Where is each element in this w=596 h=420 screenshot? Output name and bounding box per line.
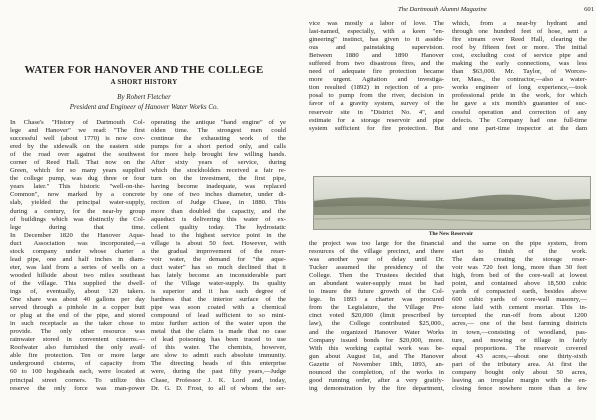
text-line: posal to pump from the river, decision in xyxy=(309,92,444,100)
text-line: Chase, Professor J. K. Lord and, today, xyxy=(151,376,286,384)
text-line: 600 cubic yards of core-wall masonry,— xyxy=(452,296,587,304)
text-line: professional pride in the work, for which xyxy=(452,92,587,100)
text-line: Company issued bonds for $20,000, more. xyxy=(309,336,444,344)
article-subtitle: A SHORT HISTORY xyxy=(110,79,178,86)
text-line: metal that the claim is made that no case xyxy=(151,328,286,336)
text-line: pipe was soon coated with a chemical xyxy=(151,304,286,312)
text-line: reserve the only force was man-power xyxy=(10,384,145,392)
text-line: an abundant water-supply must be had xyxy=(309,280,444,288)
text-line: high, from bed of the core-wall at lowest xyxy=(452,272,587,280)
text-column-5 xyxy=(309,240,444,418)
text-line: reservoir site in "District No. 4", and xyxy=(309,108,444,116)
figure-caption: The New Reservoir xyxy=(428,231,474,237)
text-line: able fire protection. Ten or more large xyxy=(10,352,145,360)
text-line: Dr. G. D. Frost, to all of whom the ser- xyxy=(151,384,286,392)
text-line: compound of lead sufficient to so mini- xyxy=(151,312,286,320)
text-line: 60 to 100 hogsheads each, were located at xyxy=(10,368,145,376)
text-line: in such receptacle as the taker chose to xyxy=(10,320,145,328)
text-line: and the organized Hanover Water Works xyxy=(309,328,444,336)
text-line: system sufficient for fire protection. But xyxy=(309,124,444,132)
text-line: Common", now marked by a concrete xyxy=(10,191,145,199)
text-line: corner of Reed Hall. That now on the xyxy=(10,159,145,167)
text-line: cellent quality today. The hydrostatic xyxy=(151,223,286,231)
text-line: the project was too large for the financial xyxy=(309,240,444,247)
text-line: eter, was laid from a series of wells on a xyxy=(10,263,145,271)
text-line: successful well (about 1770) is now cov- xyxy=(10,135,145,143)
text-line: by one of two inches diameter, under di- xyxy=(151,191,286,199)
text-line: which, from a near-by hydrant and xyxy=(452,20,587,27)
text-line: tercepted the run-off from about 1200 xyxy=(452,312,587,320)
text-line: of lead poisoning has been traced to use xyxy=(151,336,286,344)
text-line: duct Association was incorporated,—a xyxy=(10,239,145,247)
text-line: to insure the future growth of the Col- xyxy=(309,288,444,296)
text-line: suffered from two disastrous fires, and the xyxy=(309,60,444,68)
text-line: Roofwater also furnished the only avail- xyxy=(10,344,145,352)
text-line: operating the antique "hand engine" of ye xyxy=(151,119,286,126)
text-line: resources of the village precinct, and there xyxy=(309,248,444,256)
text-line: and the same on the pipe system, from xyxy=(452,240,587,247)
text-line: ture, and mowing or tillage in fairly xyxy=(452,336,587,344)
text-line: having become inadequate, was replaced xyxy=(151,183,286,191)
text-line: duct water" has so much declined that it xyxy=(151,263,286,271)
text-line: he gave a six month's guarantee of suc- xyxy=(452,100,587,108)
text-line: vice was mostly a labor of love. The xyxy=(309,20,444,27)
text-line: ous and painstaking supervision. xyxy=(309,44,444,52)
text-line: stock company under whose charter a xyxy=(10,247,145,255)
text-line: during a century, for the near-by group xyxy=(10,207,145,215)
text-line: lege during that time. xyxy=(10,223,145,231)
text-line: With this working capital work was be- xyxy=(309,344,444,352)
text-line: cinct voted $20,000 (limit prescribed by xyxy=(309,312,444,320)
text-line: yards of compacted earth, besides above xyxy=(452,288,587,296)
text-line: last-named, especially, with a keen "en- xyxy=(309,28,444,36)
text-line: of this water. The chemists, however, xyxy=(151,344,286,352)
text-line: rection of Judge Chase, in 1880. This xyxy=(151,199,286,207)
running-header xyxy=(398,6,594,16)
page-number: 601 xyxy=(584,6,594,13)
text-line: years later." This historic "well-on-the- xyxy=(10,183,145,191)
text-line: the gradual improvement of the reser- xyxy=(151,247,286,255)
text-line: law), the College contributed $25,000., xyxy=(309,320,444,328)
text-line: cost, excluding cost of service pipe and xyxy=(452,52,587,60)
text-line: Tucker assumed the presidency of the xyxy=(309,264,444,272)
text-line: and one part-time inspector at the dam xyxy=(452,124,587,132)
text-line: of buildings which was distinctly the Col- xyxy=(10,215,145,223)
article-title: WATER FOR HANOVER AND THE COLLEGE xyxy=(24,64,264,76)
text-line: olden time. The strongest men could xyxy=(151,127,286,135)
text-line: voir water, the demand for "the aque- xyxy=(151,255,286,263)
text-line: fire stream over Reed Hall, clearing the xyxy=(452,36,587,44)
text-column-1 xyxy=(10,119,145,419)
text-column-3 xyxy=(309,20,444,175)
text-line: part of the tributary area. At first the xyxy=(452,360,587,368)
text-line: After sixty years of service, during xyxy=(151,159,286,167)
text-line: good running order, after a very gratify- xyxy=(309,376,444,384)
text-line: company bought only about 50 acres, xyxy=(452,368,587,376)
text-line: College. Then the Trustees decided that xyxy=(309,272,444,280)
text-line: lege. In 1893 a charter was procured xyxy=(309,296,444,304)
text-line: lead pipe, one and half inches in diam- xyxy=(10,255,145,263)
text-line: village is about 50 feet. However, with xyxy=(151,239,286,247)
text-line: ered by the sidewalk on the eastern side xyxy=(10,143,145,151)
byline: By Robert Fletcher xyxy=(117,93,171,101)
text-line: lege and Hanover" we read: "The first xyxy=(10,127,145,135)
text-line: acres,— one of the best farming districts xyxy=(452,320,587,328)
text-line: for more help brought few willing hands. xyxy=(151,151,286,159)
text-line: works engineer of long experience,—took xyxy=(452,84,587,92)
reservoir-landscape-image xyxy=(314,177,590,229)
text-line: equal proportions. The reservoir covered xyxy=(452,344,587,352)
text-line: defects. The Company had one full-time xyxy=(452,116,587,124)
text-line: are slow to admit such absolute immunity. xyxy=(151,352,286,360)
text-line: Between 1880 and 1890 Hanover xyxy=(309,52,444,60)
text-line: closing fence nowhere more than a few xyxy=(452,384,587,392)
text-line: Gazette of November 18th, 1893, an- xyxy=(309,360,444,368)
text-line: in town,—consisting of woodland, pas- xyxy=(452,328,587,336)
text-column-6 xyxy=(452,240,587,418)
text-column-4 xyxy=(452,20,587,175)
text-line: provide. The only other resource was xyxy=(10,328,145,336)
text-line: than $63,000. Mr. Taylor, of Worces- xyxy=(452,68,587,76)
text-line: or plug at the end of the pipe, and stored xyxy=(10,312,145,320)
text-line: principal street corners. To utilize this xyxy=(10,376,145,384)
text-line: underground cisterns, of capacity from xyxy=(10,360,145,368)
magazine-name: The Dartmouth Alumni Magazine xyxy=(398,6,487,13)
text-line: were, during the past fifty years,—Judge xyxy=(151,368,286,376)
text-line: the college pump, was dug three or four xyxy=(10,175,145,183)
text-line: is superior and it has such degree of xyxy=(151,287,286,295)
text-line: aqueduct is delivering this water of ex- xyxy=(151,215,286,223)
text-line: point, and contained above 18,500 cubic xyxy=(452,280,587,288)
text-line: voir was 720 feet long, more than 30 feet xyxy=(452,264,587,272)
text-line: hardness that the interior surface of the xyxy=(151,296,286,304)
text-line: roof by fifteen feet or more. The initial xyxy=(452,44,587,52)
text-line: through one hundred feet of hose, sent a xyxy=(452,28,587,36)
text-line: stone laid with cement mortar. This in- xyxy=(452,304,587,312)
text-line: gun about August 1st, and The Hanover xyxy=(309,352,444,360)
text-line: continue the exhausting work of the xyxy=(151,135,286,143)
text-line: tion resulted (1892) in rejection of a pro- xyxy=(309,84,444,92)
text-line: ter, Mass., the contractor,—also a water- xyxy=(452,76,587,84)
text-line: estimate for a storage reservoir and pipe xyxy=(309,116,444,124)
text-line: more urgent. Agitation and investiga- xyxy=(309,76,444,84)
text-line: slab, yielded the principal water-supply, xyxy=(10,199,145,207)
text-line: turn on the investment, the first pipe, xyxy=(151,175,286,183)
text-line: has lately become an inconsiderable part xyxy=(151,271,286,279)
text-line: leaving an irregular margin with the en- xyxy=(452,376,587,384)
text-line: making the early connections, was less xyxy=(452,60,587,68)
text-line: One share was about 40 gallons per day xyxy=(10,296,145,304)
text-line: head to the highest service point in the xyxy=(151,231,286,239)
text-line: about 43 acres,—about one thirty-sixth xyxy=(452,352,587,360)
text-line: nounced the completion, of the works in xyxy=(309,368,444,376)
text-line: In December 1820 the Hanover Aque- xyxy=(10,231,145,239)
text-line: was another year of delay until Dr. xyxy=(309,256,444,264)
text-line: of the road over against the southwest xyxy=(10,151,145,159)
text-line: ings of, eventually, about 120 takers. xyxy=(10,287,145,295)
text-line: The directing heads of this enterprise xyxy=(151,360,286,368)
text-line: favor of a gravity system, survey of the xyxy=(309,100,444,108)
text-line: need of adequate fire protection became xyxy=(309,68,444,76)
text-line: start to finish of the work. xyxy=(452,248,587,256)
text-line: more than doubled the capacity, and the xyxy=(151,207,286,215)
text-line: ing demonstration by the fire department, xyxy=(309,384,444,392)
text-line: cessful operation and correction of any xyxy=(452,108,587,116)
author-title: President and Engineer of Hanover Water Works Co. xyxy=(69,103,219,111)
text-line: from the Legislature, the Village Pre- xyxy=(309,304,444,312)
text-line: pumps for a short period only, and calls xyxy=(151,143,286,151)
text-line: of the village. This supplied the dwell- xyxy=(10,279,145,287)
text-column-2 xyxy=(151,119,286,419)
text-line: rainwater stored in convenient cisterns.— xyxy=(10,336,145,344)
text-line: Green, which for so many years supplied xyxy=(10,167,145,175)
reservoir-photo xyxy=(313,176,591,230)
text-line: In Chase's "History of Dartmouth Col- xyxy=(10,119,145,126)
text-line: mize further action of the water upon the xyxy=(151,320,286,328)
text-line: The dam creating the storage reser- xyxy=(452,256,587,264)
text-line: of the Village water-supply. Its quality xyxy=(151,279,286,287)
text-line: gineering" instinct, has given to it assidu- xyxy=(309,36,444,44)
text-line: which the stockholders received a fair re- xyxy=(151,167,286,175)
text-line: wooded hillside about two miles southeast xyxy=(10,271,145,279)
text-line: served through a pinhole in a copper butt xyxy=(10,304,145,312)
